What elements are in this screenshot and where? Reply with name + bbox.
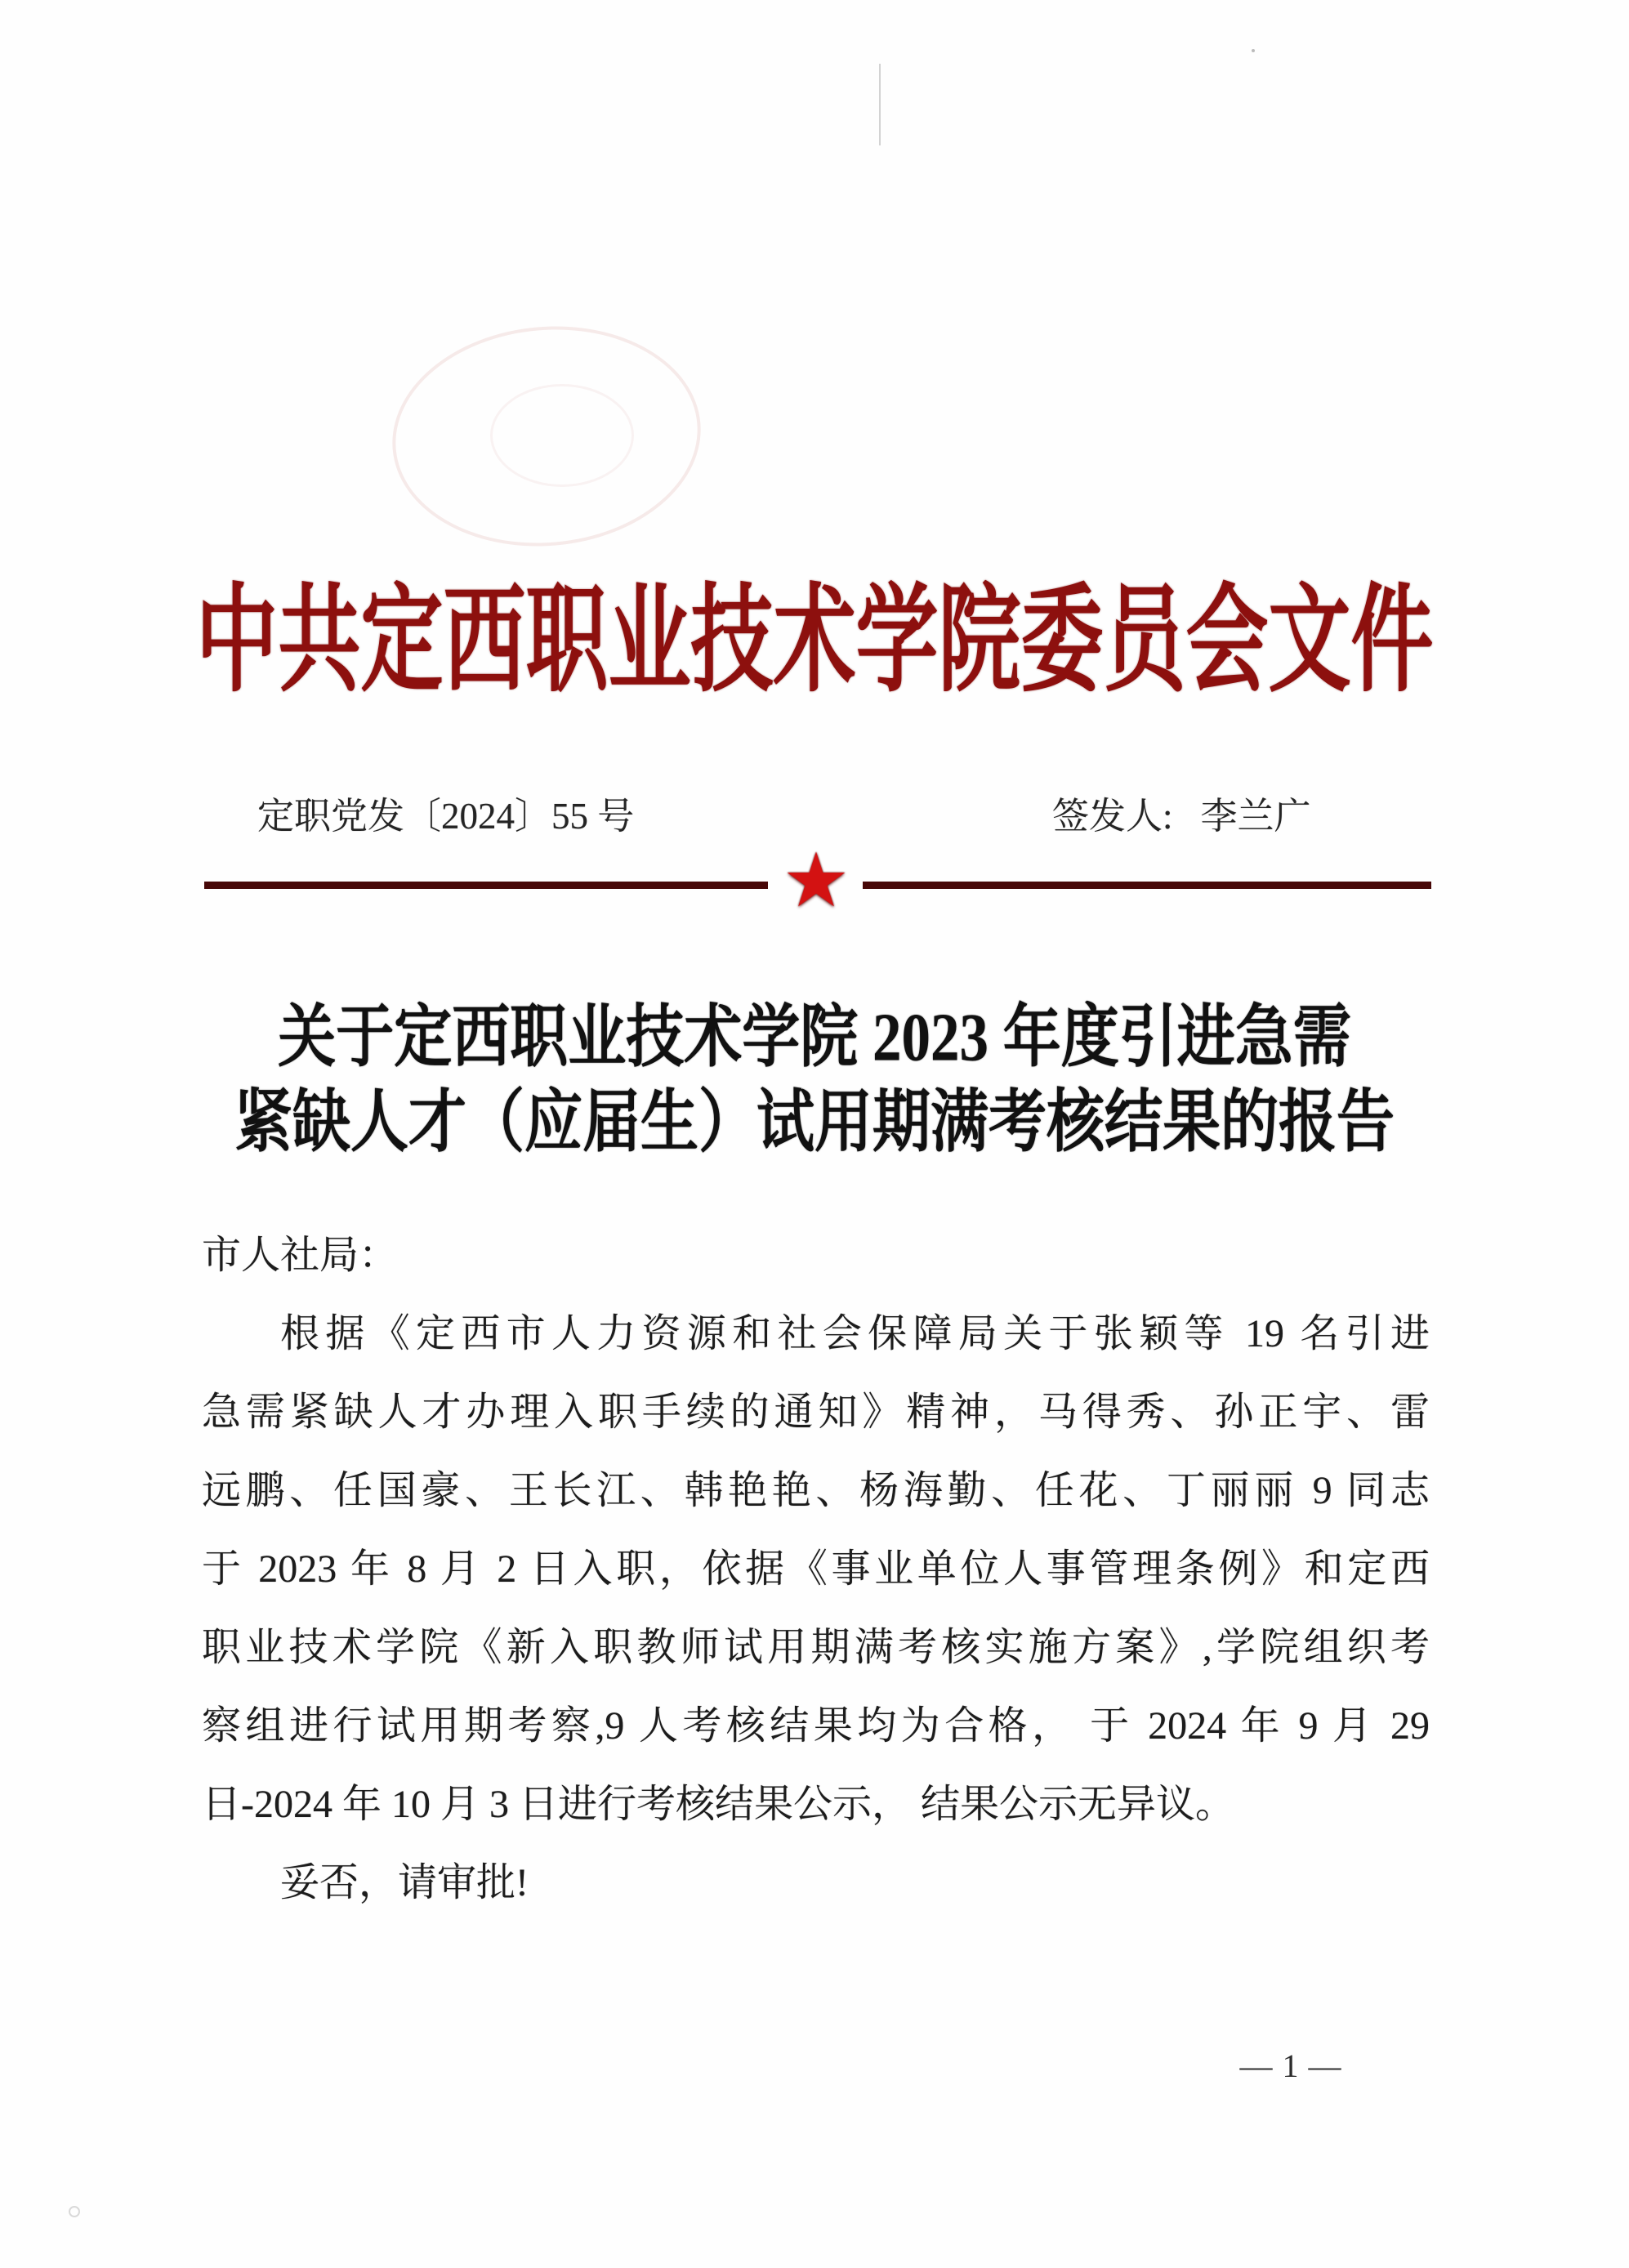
body-line: 职业技术学院《新入职教师试用期满考核实施方案》,学院组织考 [202,1626,1430,1669]
scan-scratch [879,64,881,145]
seal-ghost-inner-circle [490,384,634,487]
body-line: 于 2023 年 8 月 2 日入职，依据《事业单位人事管理条例》和定西 [202,1547,1430,1591]
red-rule-left [204,882,768,889]
body-line: 察组进行试用期考察,9 人考核结果均为合格， 于 2024 年 9 月 29 [202,1704,1430,1748]
red-letterhead-title: 中共定西职业技术学院委员会文件 [195,575,1434,706]
document-number: 定职党发〔2024〕55 号 [257,796,635,837]
page-number: — 1 — [1239,2047,1342,2084]
signer [1052,786,1311,839]
star-icon: ★ [782,837,850,924]
document-title-line1: 关于定西职业技术学院 2023 年度引进急需 [278,1000,1351,1076]
document-title-line2: 紧缺人才（应届生）试用期满考核结果的报告 [234,1085,1395,1161]
closing-line: 妥否，请审批! [280,1861,529,1904]
scan-speck [69,2206,80,2217]
document-number-row [0,786,1629,835]
body-line: 急需紧缺人才办理入职手续的通知》精神，马得秀、孙正宇、雷 [202,1391,1430,1434]
red-rule-right [863,882,1431,889]
body-line: 根据《定西市人力资源和社会保障局关于张颖等 19 名引进 [280,1312,1430,1355]
signer-label: 签发人: [1052,796,1173,837]
salutation: 市人社局： [202,1234,399,1277]
signer-name: 李兰广 [1200,796,1311,837]
scan-speck [1252,49,1255,52]
body-line: 日-2024 年 10 月 3 日进行考核结果公示， 结果公示无异议。 [202,1783,1234,1826]
body-line: 远鹏、任国豪、王长江、韩艳艳、杨海勤、任花、丁丽丽 9 同志 [202,1469,1430,1512]
